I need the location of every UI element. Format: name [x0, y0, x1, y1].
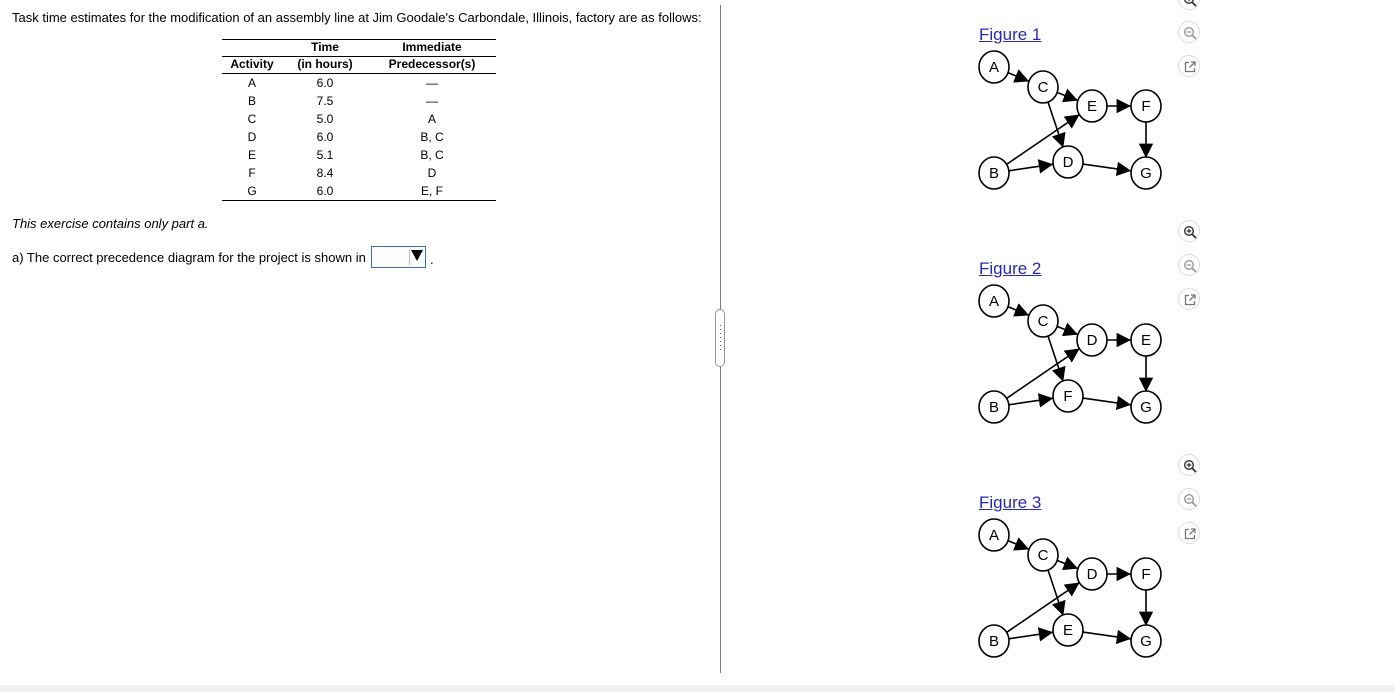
header-time-bottom: (in hours)	[282, 56, 368, 74]
table-row	[222, 74, 496, 93]
cell-time: 5.0	[316, 112, 334, 126]
diagram-edge	[1057, 560, 1078, 568]
table-row	[222, 182, 496, 201]
figure-2-link[interactable]: Figure 2	[979, 259, 1042, 278]
cell-time: 7.5	[316, 94, 334, 108]
bottom-bar	[0, 685, 1395, 692]
diagram-node	[1028, 539, 1058, 571]
node-label: D	[1086, 566, 1098, 583]
node-label: C	[1037, 313, 1049, 330]
question-period: .	[430, 252, 434, 267]
table-row	[222, 128, 496, 146]
figure-1-link[interactable]: Figure 1	[979, 25, 1042, 44]
cell-time: 6.0	[316, 76, 334, 90]
node-label: B	[988, 633, 1000, 650]
cell-time: 5.1	[316, 148, 334, 162]
diagram-node	[1028, 71, 1058, 103]
open-external-icon[interactable]	[1178, 288, 1200, 310]
cell-time: 6.0	[282, 182, 368, 201]
handle-dot	[720, 329, 721, 330]
diagram-node	[1053, 146, 1083, 178]
diagram-edge	[1083, 632, 1131, 639]
precedence-diagram-1	[974, 45, 1168, 195]
pane-resize-handle[interactable]	[715, 309, 725, 367]
diagram-edge	[1009, 632, 1053, 639]
node-label: F	[1063, 388, 1073, 405]
cell-pred: A	[427, 112, 436, 126]
table-row	[222, 164, 496, 182]
node-label: G	[1140, 165, 1152, 182]
node-label: F	[1141, 566, 1151, 583]
diagram-edge	[1048, 569, 1064, 616]
cell-activity: D	[247, 130, 257, 144]
handle-dot	[720, 345, 721, 346]
diagram-node	[1077, 90, 1107, 122]
header-time-top: Time	[311, 40, 339, 54]
header-activity-blank	[222, 40, 282, 57]
diagram-edge	[1083, 398, 1131, 405]
diagram-node	[1131, 558, 1161, 590]
cell-activity: C	[247, 112, 257, 126]
handle-dot	[720, 349, 721, 350]
cell-pred: —	[426, 94, 438, 108]
cell-pred: B, C	[420, 148, 444, 162]
diagram-node	[1077, 558, 1107, 590]
cell-time: 6.0	[316, 130, 334, 144]
diagram-node	[979, 625, 1009, 657]
open-external-icon[interactable]	[1178, 522, 1200, 544]
zoom-out-icon[interactable]	[1178, 254, 1200, 276]
diagram-edge	[1057, 326, 1078, 334]
open-external-icon[interactable]	[1178, 55, 1200, 77]
diagram-edge	[1048, 335, 1064, 382]
node-label: B	[988, 399, 1000, 416]
node-label: D	[1062, 154, 1074, 171]
diagram-node	[1053, 614, 1083, 646]
zoom-in-icon[interactable]	[1178, 220, 1200, 242]
node-label: G	[1140, 399, 1152, 416]
node-label: A	[988, 293, 1000, 310]
dropdown-arrow-icon	[411, 250, 423, 261]
diagram-node	[1053, 380, 1083, 412]
diagram-node	[979, 391, 1009, 423]
node-label: C	[1037, 79, 1049, 96]
diagram-node	[1077, 324, 1107, 356]
node-label: F	[1141, 98, 1151, 115]
cell-pred: —	[426, 76, 438, 90]
node-label: A	[988, 59, 1000, 76]
zoom-out-icon[interactable]	[1178, 488, 1200, 510]
precedence-diagram-2	[974, 279, 1168, 429]
cell-pred: B, C	[420, 130, 444, 144]
node-label: B	[988, 165, 1000, 182]
diagram-edge	[1009, 164, 1053, 171]
zoom-in-icon[interactable]	[1178, 0, 1200, 10]
handle-dot	[720, 337, 721, 338]
table-row	[222, 92, 496, 110]
node-label: E	[1140, 332, 1152, 349]
header-pred-bottom: Predecessor(s)	[368, 56, 496, 74]
cell-pred: D	[427, 166, 437, 180]
diagram-node	[1028, 305, 1058, 337]
diagram-edge	[1008, 307, 1029, 316]
diagram-edge	[1008, 73, 1029, 82]
task-table	[222, 39, 496, 201]
intro-text: Task time estimates for the modification of an assembly line at Jim Goodale's Carbondale, Illinois, factory are as follows:	[12, 10, 702, 25]
header-pred-top: Immediate	[402, 40, 462, 54]
node-label: D	[1086, 332, 1098, 349]
table-row	[222, 146, 496, 164]
cell-activity: B	[247, 94, 256, 108]
handle-dot	[720, 341, 721, 342]
question-text: a) The correct precedence diagram for the project is shown in	[12, 250, 366, 265]
figure-3-link[interactable]: Figure 3	[979, 493, 1042, 512]
exercise-note: This exercise contains only part a.	[12, 216, 209, 231]
zoom-in-icon[interactable]	[1178, 454, 1200, 476]
diagram-edge	[1009, 398, 1053, 405]
diagram-edge	[1008, 541, 1029, 550]
diagram-node	[1131, 391, 1161, 423]
node-label: E	[1062, 622, 1074, 639]
handle-dot	[720, 325, 721, 326]
table-header-row	[222, 56, 496, 74]
diagram-node	[1131, 324, 1161, 356]
node-label: A	[988, 527, 1000, 544]
diagram-node	[979, 285, 1009, 317]
diagram-node	[979, 157, 1009, 189]
cell-pred: E, F	[368, 182, 496, 201]
cell-activity: F	[248, 166, 256, 180]
table-row	[222, 110, 496, 128]
dropdown-separator	[409, 249, 410, 265]
diagram-node	[1131, 625, 1161, 657]
cell-activity: G	[222, 182, 282, 201]
node-label: E	[1086, 98, 1098, 115]
diagram-node	[1131, 90, 1161, 122]
header-activity: Activity	[222, 56, 282, 74]
table-header-row	[222, 40, 496, 57]
zoom-out-icon[interactable]	[1178, 21, 1200, 43]
cell-activity: E	[247, 148, 256, 162]
node-label: G	[1140, 633, 1152, 650]
diagram-node	[979, 51, 1009, 83]
answer-dropdown[interactable]	[371, 246, 426, 268]
diagram-edge	[1083, 164, 1131, 171]
node-label: C	[1037, 547, 1049, 564]
diagram-edge	[1057, 92, 1078, 100]
diagram-node	[1131, 157, 1161, 189]
diagram-edge	[1048, 101, 1064, 148]
cell-activity: A	[247, 76, 256, 90]
precedence-diagram-3	[974, 513, 1168, 663]
diagram-node	[979, 519, 1009, 551]
handle-dot	[720, 333, 721, 334]
cell-time: 8.4	[316, 166, 334, 180]
